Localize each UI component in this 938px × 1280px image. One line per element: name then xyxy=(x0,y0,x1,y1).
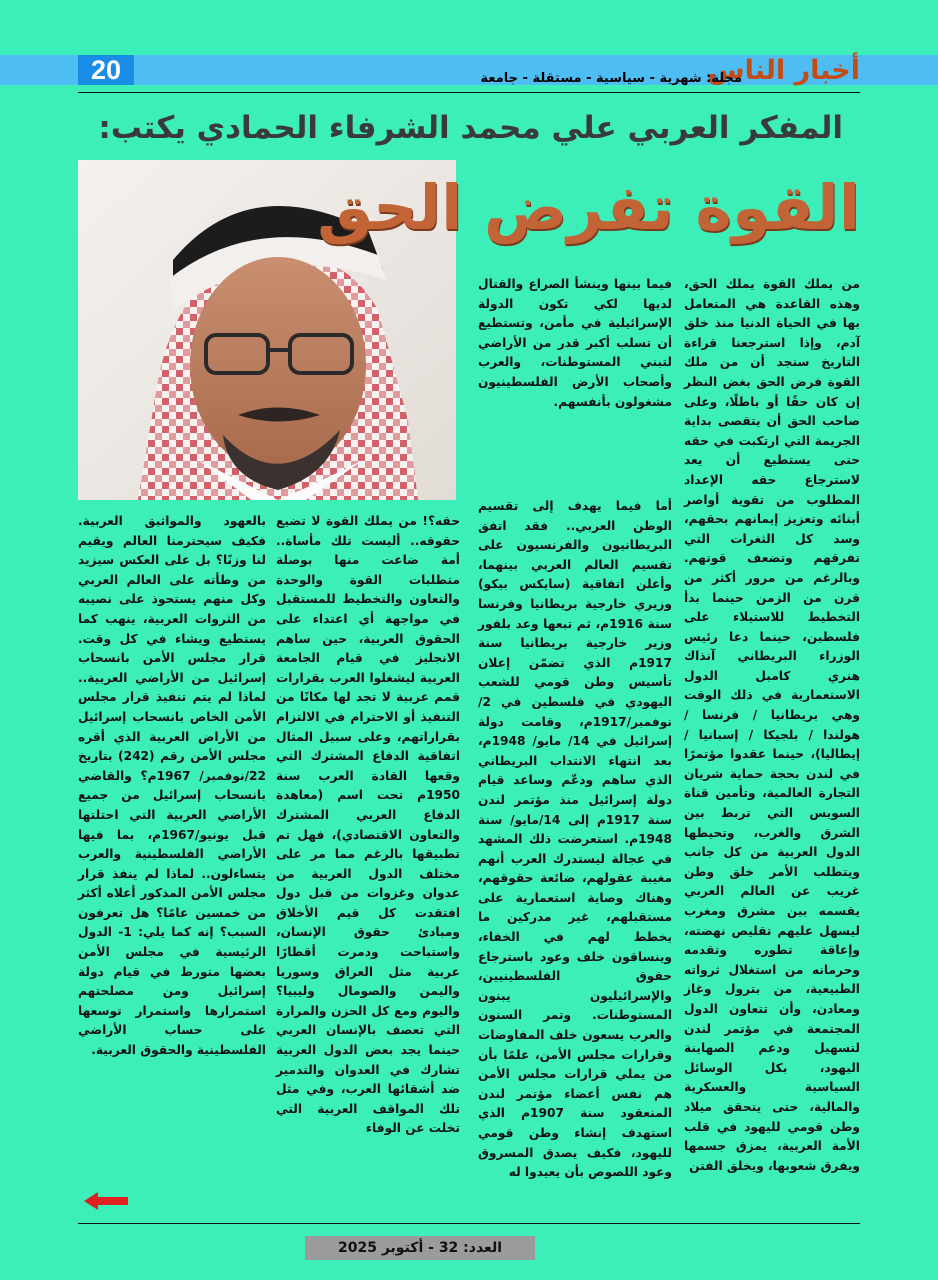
left-arrow-icon[interactable] xyxy=(84,1192,128,1210)
magazine-brand: أخبار الناس xyxy=(707,55,860,86)
article-column-2 xyxy=(478,275,672,497)
article-kicker: المفكر العربي علي محمد الشرفاء الحمادي يكتب: xyxy=(98,110,843,146)
issue-info: العدد: 32 - أكتوبر 2025 xyxy=(338,1240,502,1256)
article-paragraph: بالعهود والمواثيق العربية. فكيف سيحترمنا العالم ويقيم لنا وزنًا؟ بل على العكس سيزيد من وطأته على العالم العربي وكل منهم يستحوذ على نصيبه من الثروات العربية، ينهب كما يستطيع ويشاء في كل وقت. قرار مجلس الأمن بانسحاب إسرائيل من الأراضي العربية.. لماذا لم يتم تنفيذ قرار مجلس الأمن الخاص بانسحاب إسرائيل من الأراض العربية الذي أقره مجلس الأمن رقم (242) بتاريخ 22/نوفمبر/ 1967م؟ والقاضي بانسحاب إسرائيل من جميع الأراضي العربية التي احتلتها قبل يونيو/1967م، بما فيها الأراضي الفلسطينية والعرب يتساءلون.. لماذا لم ينفذ قرار مجلس الأمن المذكور أعلاه أكثر من خمسين عامًا؟ هل تعرفون السبب؟ إنه كما يلي: 1- الدول الرئيسية في مجلس الأمن بعضها متورط في قيام دولة إسرائيل ومن مصلحتهم استمرارها واستمرار توسعها على حساب الأراضي الفلسطينية والحقوق العربية. xyxy=(78,514,266,1058)
article-column-1 xyxy=(684,275,860,1205)
article-paragraph: أما فيما يهدف إلى تقسيم الوطن العربي.. فقد اتفق البريطانيون والفرنسيون على تقسيم العالم العربي بينهما، وأعلن اتفاقية (سايكس بيكو) وزيري خارجية بريطانيا وفرنسا سنة 1916م، ثم تبعها وعد بلفور وزير خارجية بريطانيا سنة 1917م الذي تضمّن إعلان تأسيس وطن قومي للشعب اليهودي في فلسطين في 2/ نوفمبر/1917م، وقامت دولة إسرائيل في 14/ مايو/ 1948م، بعد انتهاء الانتداب البريطاني الذي ساهم ودعّم وساعد قيام دولة إسرائيل منذ مؤتمر لندن سنة 1917م إلى 14/مايو/ سنة 1948م. استعرضت ذلك المشهد في عجالة ليستدرك العرب أنهم مغيبة عقولهم، ضائعة حقوقهم، وهناك وصاية استعمارية على مستقبلهم، غير مدركين ما يخطط لهم في الخفاء، وينساقون خلف وعود باسترجاع حقوق الفلسطينيين، والإسرائيليون يبنون المستوطنات. وتمر السنون والعرب يسعون خلف المفاوضات وقرارات مجلس الأمن، علمًا بأن من يملي قرارات مجلس الأمن هم نفس أعضاء مؤتمر لندن المنعقود سنة 1907م الذي استهدف إنشاء وطن قومي لليهود، فكيف يصدق المسروق وعود اللصوص بأن يعيدوا له xyxy=(478,499,672,1180)
header-divider xyxy=(78,92,860,93)
article-column-4 xyxy=(276,512,460,1215)
page-number: 20 xyxy=(78,55,134,85)
article-headline: القوة تفرض الحق xyxy=(317,171,860,244)
article-column-5 xyxy=(78,512,266,1058)
article-paragraph: فيما بينها وينشأ الصراع والقتال لديها لكي تكون الدولة الإسرائيلية في مأمن، وتستطيع أن تسلب أكبر قدر من الأراضي لتبني المستوطنات، والعرب وأصحاب الأرض الفلسطينيون مشغولون بأنفسهم. xyxy=(478,277,672,409)
footer-divider xyxy=(78,1223,860,1224)
article-column-3 xyxy=(478,497,672,1215)
article-paragraph: حقه؟! من يملك القوة لا تضيع حقوقه.. أليست تلك مأساة.. أمة ضاعت منها بوصلة متطلبات القوة والوحدة والتعاون والتخطيط للمستقبل في مواجهة أي اعتداء على الحقوق العربية، حين ساهم الانجليز في قيام الجامعة العربية ليشغلوا العرب بقرارات قمم عربية لا تجد لها مكانًا من التنفيذ أو الاحترام في الالتزام بقراراتهم، وعلى سبيل المثال اتفاقية الدفاع المشترك التي وقعها القادة العرب سنة 1950م تحت اسم (معاهدة الدفاع العربي المشترك والتعاون الاقتصادي)، فهل تم تطبيقها بالرغم مما مر على مختلف الدول العربية من عدوان وغزوات من قبل دول افتقدت كل قيم الأخلاق ومبادئ حقوق الإنسان، واستباحت ودمرت أقطارًا عربية مثل العراق وسوريا واليمن والصومال وليبيا؟ واليوم ومع كل الحزن والمرارة التي تعصف بالإنسان العربي حينما يجد بعض الدول العربية تشارك في العدوان والتدمير ضد أشقائها العرب، وفي مثل تلك المواقف العربية التي تخلت عن الوفاء xyxy=(276,514,460,1136)
magazine-tagline: مجلة: شهرية - سياسية - مستقلة - جامعة xyxy=(480,71,742,86)
article-paragraph: من يملك القوة يملك الحق، وهذه القاعدة هي المتعامل بها في الحياة الدنيا منذ خلق آدم، وإذا استرجعنا قراءة التاريخ سنجد أن من ملك القوة فرض الحق بغض النظر إن كان حقًا أو باطلًا، وعلى صاحب الحق أن يتقصى بداية الجريمة التي ارتكبت في حقه حتى يستطيع أن يعد لاسترجاع حقه الإعداد المطلوب من تقوية أواصر أبنائه وتعزيز إيمانهم بحقهم، وسد كل الثغرات التي تفرقهم وتضعف قوتهم. وبالرغم من مرور أكثر من قرن من الزمن حينما بدأ التخطيط للاستيلاء على فلسطين، حينما دعا رئيس الوزراء البريطاني آنذاك هنري كامبل الدول الاستعمارية في ذلك الوقت وهي بريطانيا / فرنسا / هولندا / بلجيكا / إسبانيا / إيطاليا)، حينما عقدوا مؤتمرًا في لندن بحجة حماية شريان التجارة العالمية، وتأمين قناة السويس التي تربط بين الشرق والغرب، وتحيطها الدول العربية من كل جانب ويتطلب الأمر خلق وطن غريب عن العالم العربي يقسمه بين مشرق ومغرب ليسهل عليهم تقليص نهضته، وإعاقة تطوره وتقدمه وحرمانه من استغلال ثرواته الطبيعية، من بترول وغاز ومعادن، وأن تتعاون الدول المجتمعة في مؤتمر لندن لتسهيل ودعم الصهاينة اليهود، بكل الوسائل السياسية والعسكرية والمالية، حتى يتحقق ميلاد وطن قومي لليهود في قلب الأمة العربية، يمزق جسمها ويفرق شعوبها، ويخلق الفتن xyxy=(684,277,860,1173)
